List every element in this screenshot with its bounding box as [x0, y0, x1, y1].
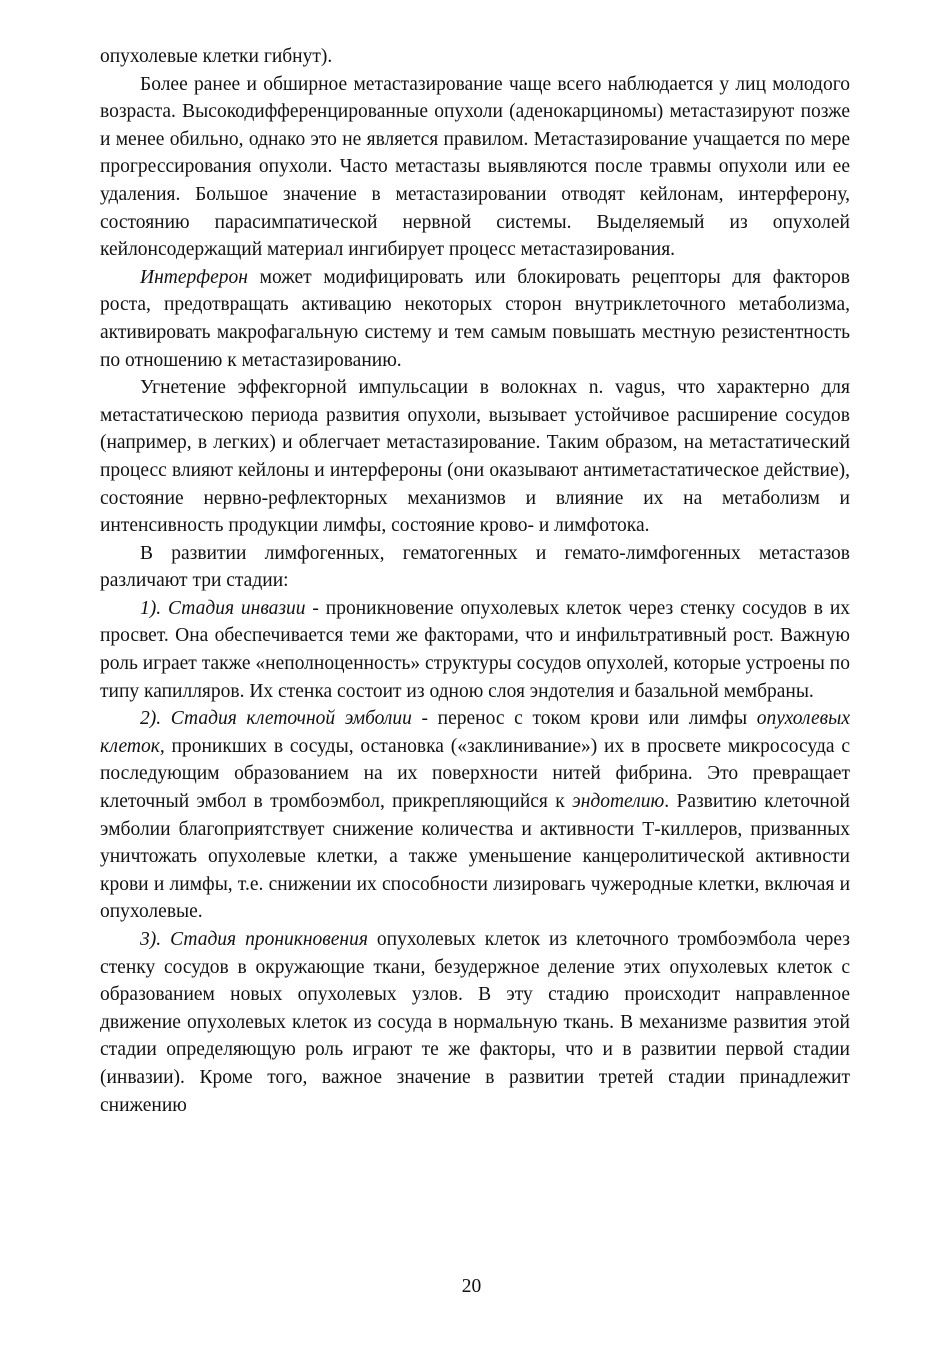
paragraph-stage-embolism: [100, 705, 850, 926]
term-stage-penetration: 3). Стадия проникновения: [140, 929, 368, 950]
term-endothelium: эндотелию: [572, 791, 665, 813]
paragraph-continuation: [100, 43, 850, 71]
paragraph-stage-penetration: [100, 926, 850, 1119]
term-stage-embolism: 2). Стадия клеточной эмболии: [140, 708, 412, 730]
paragraph-three-stages: [100, 540, 850, 595]
paragraph-text: . Развитию клеточной эмболии благоприятствует снижение количества и активности Т-киллеров, призванных уничтожать опухолевые клетки, а также уменьшение канцеролитической активности крови и лимфы, т.е. снижении их способности лизировагь чужеродные клетки, включая и опухолевые.: [100, 791, 850, 923]
paragraph-text: В развитии лимфогенных, гематогенных и гемато-лимфогенных метастазов различают три стадии:: [100, 542, 850, 592]
paragraph-text: может модифицировать или блокировать рецепторы для факторов роста, предотвращать активацию некоторых сторон внутриклеточного метаболизма, активировать макрофагальную систему и тем самым повышать местную резистентность по отношению к метастазированию.: [100, 266, 850, 371]
paragraph-vagus: [100, 374, 850, 540]
page-body: [100, 43, 850, 1119]
paragraph-interferon: [100, 264, 850, 374]
paragraph-metastasis-age: [100, 71, 850, 264]
paragraph-text: проникших в сосуды, остановка («заклинивание») их в просвете микрососуда с последующим образованием на их поверхности нитей фибрина. Это превращает клеточный эмбол в тромбоэмбол, прикрепляющийся к: [100, 735, 850, 813]
paragraph-text: Более ранее и обширное метастазирование чаще всего наблюдается у лиц молодого возраста. Высокодифференцированные опухоли (аденокарциномы) метастазируют позже и менее обильно, однако это не является правилом. Метастазирование учащается по мере прогрессирования опухоли. Часто метастазы выявляются после травмы опухоли или ее удаления. Большое значение в метастазировании отводят кейлонам, интерферону, состоянию парасимпатической нервной системы. Выделяемый из опухолей кейлонсодержащий материал ингибирует процесс метастазирования.: [100, 73, 850, 261]
paragraph-text: - перенос с током крови или лимфы: [411, 708, 757, 730]
term-interferon: Интерферон: [140, 266, 248, 288]
term-tumor-cells: опухолевых клеток,: [100, 708, 850, 757]
paragraph-text: опухолевых клеток из клеточного тромбоэмбола через стенку сосудов в окружающие ткани, безудержное деление этих опухолевых клеток с образованием новых опухолевых узлов. В эту стадию происходит направленное движение опухолевых клеток из сосуда в нормальную ткань. В механизме развития этой стадии определяющую роль играют те же факторы, что и в развитии первой стадии (инвазии). Кроме того, важное значение в развитии третей стадии принадлежит снижению: [100, 929, 850, 1116]
term-stage-invasion: 1). Стадия инвазии: [140, 597, 306, 619]
paragraph-text: опухолевые клетки гибнут).: [100, 46, 333, 67]
paragraph-text: Угнетение эффекгорной импульсации в волокнах n. vagus, что характерно для метастатическою периода развития опухоли, вызывает устойчивое расширение сосудов (например, в легких) и облегчает метастазирование. Таким образом, на метастатический процесс влияют кейлоны и интерфероны (они оказывают антиметастатическое действие), состояние нервно-рефлекторных механизмов и влияние их на метаболизм и интенсивность продукции лимфы, состояние крово- и лимфотока.: [100, 377, 850, 537]
paragraph-stage-invasion: [100, 595, 850, 705]
paragraph-text: - проникновение опухолевых клеток через стенку сосудов в их просвет. Она обеспечивается теми же факторами, что и инфильтративный рост. Важную роль играет также «неполноценность» структуры сосудов опухолей, которые устроены по типу капилляров. Их стенка состоит из одною слоя эндотелия и базальной мембраны.: [100, 597, 850, 702]
page-number: 20: [461, 1276, 482, 1297]
